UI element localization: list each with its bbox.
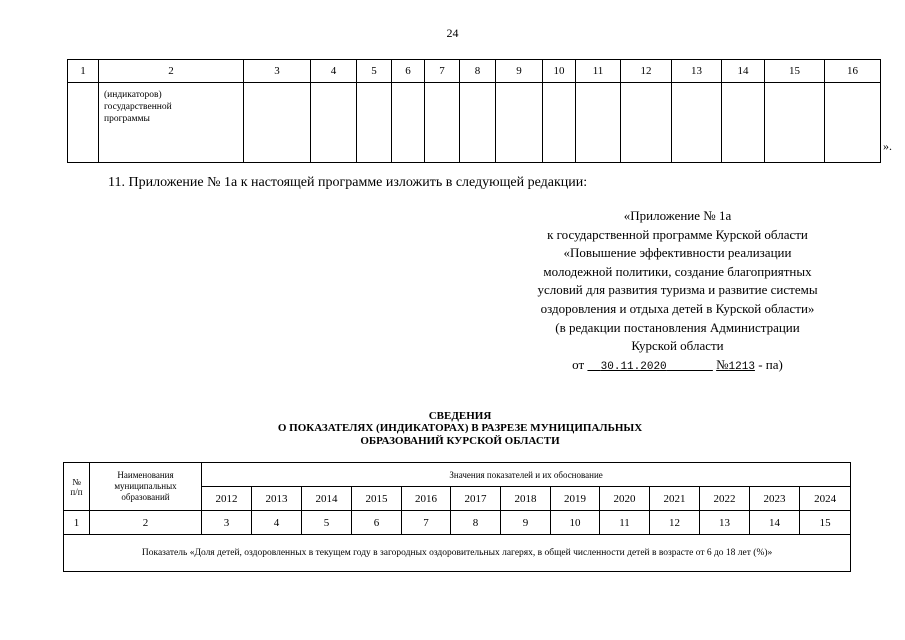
header-cell: 10 — [543, 60, 576, 83]
table-cell — [672, 83, 722, 163]
year-cell: 2017 — [451, 487, 501, 511]
table-cell — [68, 83, 99, 163]
header-cell: 6 — [392, 60, 425, 83]
appendix-line: «Приложение № 1а — [623, 208, 732, 223]
col-number-line: № — [72, 476, 81, 487]
number-sign: № — [716, 356, 729, 372]
table-cell — [576, 83, 621, 163]
resolution-date-line — [500, 356, 855, 377]
table-row — [68, 83, 881, 163]
number-cell: 15 — [800, 511, 851, 535]
year-cell: 2023 — [750, 487, 800, 511]
header-cell: 5 — [357, 60, 392, 83]
year-cell: 2015 — [352, 487, 402, 511]
header-cell: 14 — [722, 60, 765, 83]
appendix-line: оздоровления и отдыха детей в Курской области» — [540, 300, 815, 316]
table-cell — [621, 83, 672, 163]
row-label-line: программы — [104, 114, 150, 124]
row-label-line: государственной — [104, 102, 172, 112]
header-cell: 9 — [496, 60, 543, 83]
appendix-line: (в редакции постановления Администрации — [555, 319, 800, 335]
year-cell: 2013 — [252, 487, 302, 511]
appendix-line: условий для развития туризма и развитие системы — [537, 282, 818, 298]
number-cell: 7 — [402, 511, 451, 535]
header-cell: 4 — [311, 60, 357, 83]
table-cell — [425, 83, 460, 163]
ot-label: от — [572, 356, 585, 372]
title-line: СВЕДЕНИЯ — [428, 410, 492, 422]
title-line: ОБРАЗОВАНИЙ КУРСКОЙ ОБЛАСТИ — [360, 434, 560, 447]
number-cell: 13 — [700, 511, 750, 535]
year-cell: 2012 — [202, 487, 252, 511]
col-number-header — [64, 463, 90, 511]
item-11-text: 11. Приложение № 1а к настоящей программе изложить в следующей редакции: — [108, 175, 588, 190]
year-cell: 2018 — [501, 487, 551, 511]
header-cell: 2 — [99, 60, 244, 83]
appendix-line: молодежной политики, создание благоприятных — [543, 263, 812, 279]
number-cell: 11 — [600, 511, 650, 535]
year-cell: 2019 — [551, 487, 600, 511]
header-cell: 13 — [672, 60, 722, 83]
appendix-line: к государственной программе Курской области — [547, 226, 808, 242]
year-cell: 2016 — [402, 487, 451, 511]
number-cell: 9 — [501, 511, 551, 535]
table-cell — [496, 83, 543, 163]
header-cell: 15 — [765, 60, 825, 83]
table-cell — [460, 83, 496, 163]
header-cell: 1 — [68, 60, 99, 83]
table-cell — [722, 83, 765, 163]
header-cell: 12 — [621, 60, 672, 83]
number-cell: 8 — [451, 511, 501, 535]
number-cell: 3 — [202, 511, 252, 535]
appendix-line: Курской области — [631, 338, 724, 354]
number-cell: 14 — [750, 511, 800, 535]
year-cell: 2014 — [302, 487, 352, 511]
appendix-line: «Повышение эффективности реализации — [563, 245, 792, 261]
page-number: 24 — [446, 26, 459, 40]
row-label-line: (индикаторов) — [104, 90, 162, 100]
table-cell — [244, 83, 311, 163]
table-cell — [543, 83, 576, 163]
year-cell: 2022 — [700, 487, 750, 511]
number-cell: 4 — [252, 511, 302, 535]
year-cell: 2024 — [800, 487, 851, 511]
table-cell — [825, 83, 881, 163]
closing-quote: ». — [883, 139, 892, 153]
row-label-cell — [99, 83, 244, 163]
number-cell: 5 — [302, 511, 352, 535]
numbering-row — [64, 511, 851, 535]
col-values-header: Значения показателей и их обоснование — [202, 463, 851, 487]
resolution-suffix: - па) — [758, 356, 783, 372]
table-cell — [765, 83, 825, 163]
title-line: О ПОКАЗАТЕЛЯХ (ИНДИКАТОРАХ) В РАЗРЕЗЕ МУНИЦИПАЛЬНЫХ — [277, 422, 643, 435]
header-cell: 11 — [576, 60, 621, 83]
header-cell: 16 — [825, 60, 881, 83]
number-cell: 2 — [90, 511, 202, 535]
header-cell: 3 — [244, 60, 311, 83]
indicator-text: Показатель «Доля детей, оздоровленных в текущем году в загородных оздоровительных лагерях, в общей численности детей в возрасте от 6 до 18 лет (%)» — [64, 535, 851, 572]
number-cell: 1 — [64, 511, 90, 535]
header-row — [64, 463, 851, 487]
resolution-date — [587, 361, 712, 373]
indicator-row — [64, 535, 851, 572]
number-cell: 6 — [352, 511, 402, 535]
section-title — [200, 410, 720, 447]
resolution-date-value: 30.11.2020 — [600, 360, 667, 373]
indicators-table-continued — [67, 59, 881, 163]
table-header-row — [68, 60, 881, 83]
table-cell — [357, 83, 392, 163]
number-cell: 10 — [551, 511, 600, 535]
header-cell: 7 — [425, 60, 460, 83]
col-number-line: п/п — [70, 486, 83, 497]
table-cell — [311, 83, 357, 163]
col-name-header: Наименования муниципальных образований — [90, 463, 202, 511]
year-cell: 2020 — [600, 487, 650, 511]
year-cell: 2021 — [650, 487, 700, 511]
resolution-number: 1213 — [728, 360, 755, 373]
municipal-indicators-table — [63, 462, 851, 572]
appendix-header — [500, 207, 855, 376]
table-cell — [392, 83, 425, 163]
number-cell: 12 — [650, 511, 700, 535]
header-cell: 8 — [460, 60, 496, 83]
